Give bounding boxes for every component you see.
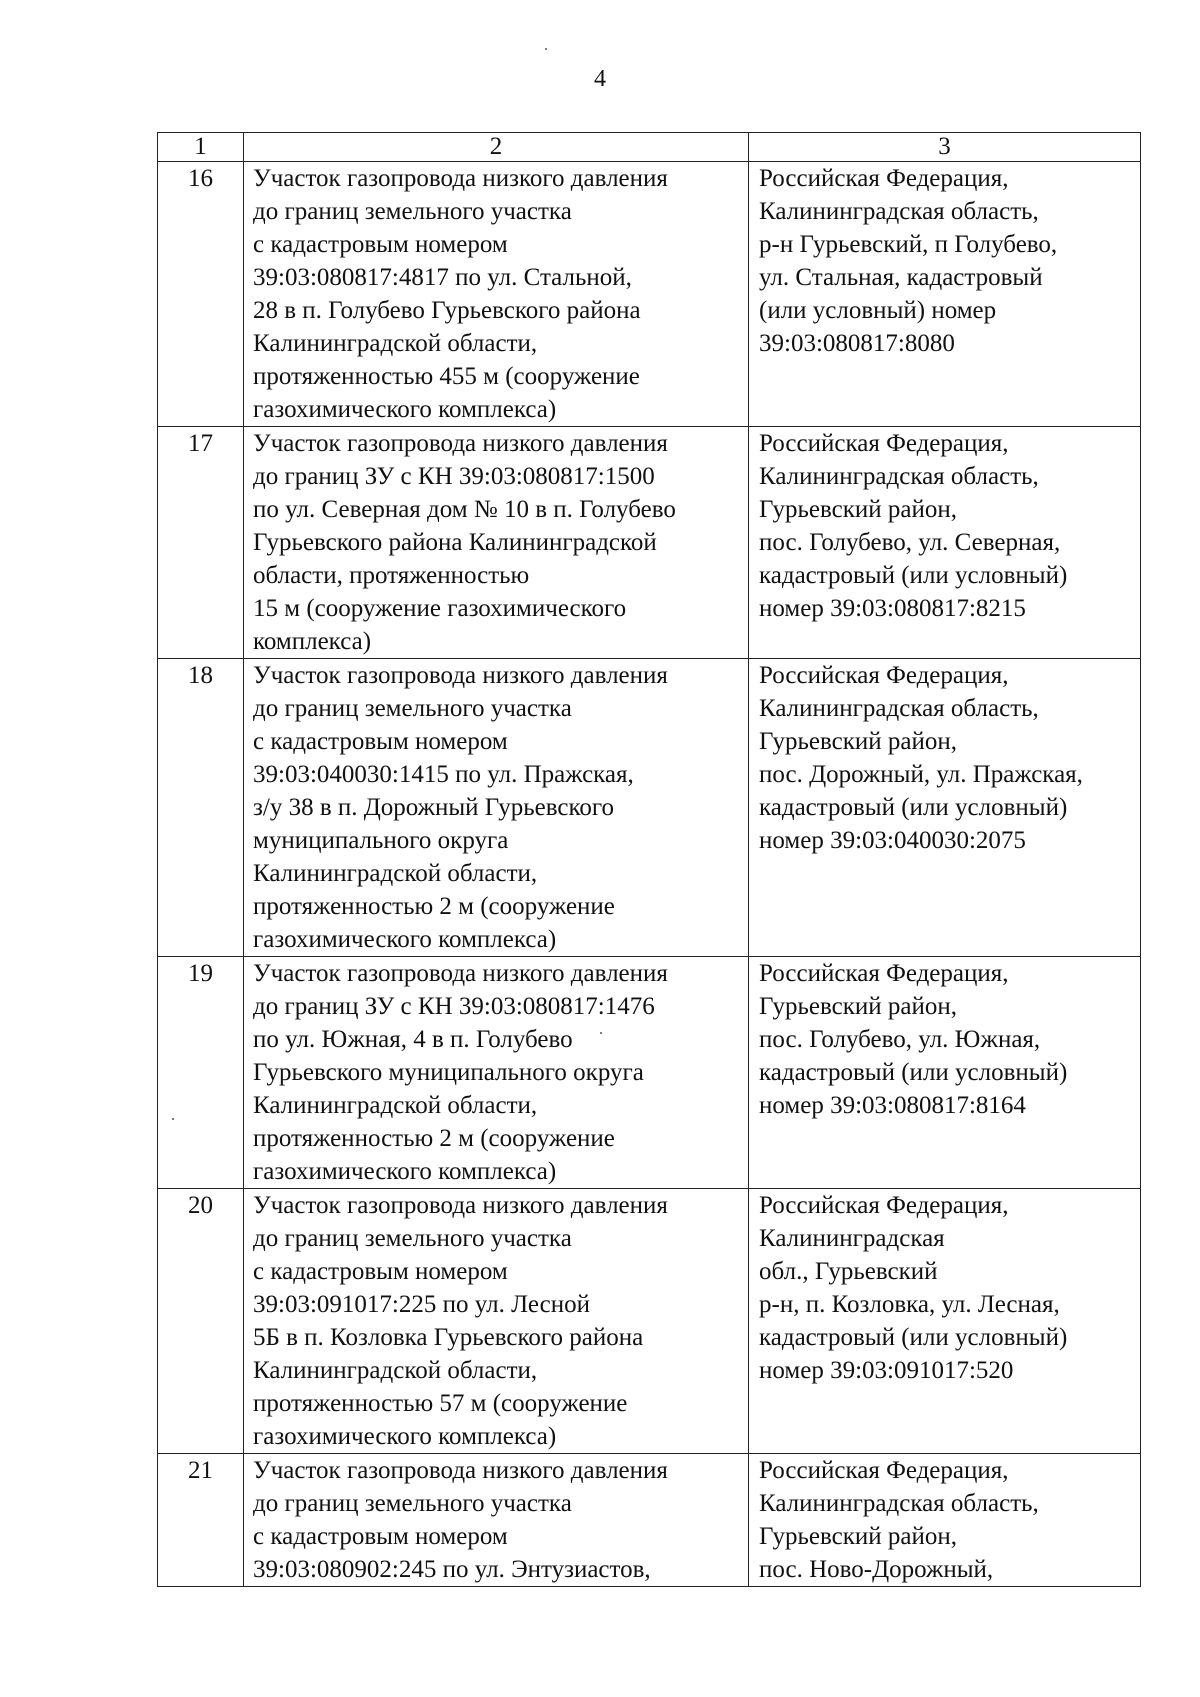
description-line: газохимического комплекса)	[253, 396, 557, 423]
registry-table	[157, 132, 1141, 1587]
table-row	[158, 957, 1141, 1189]
description-line: по ул. Южная, 4 в п. Голубево	[253, 1026, 573, 1053]
address-line: Калининградская область,	[759, 1490, 1039, 1517]
object-description-cell	[244, 1454, 749, 1587]
description-line: до границ ЗУ с КН 39:03:080817:1500	[253, 463, 655, 490]
description-line: с кадастровым номером	[253, 1258, 508, 1285]
object-description-cell	[244, 1189, 749, 1454]
object-description-cell	[244, 427, 749, 659]
description-line: до границ земельного участка	[253, 695, 572, 722]
description-line: с кадастровым номером	[253, 1523, 508, 1550]
description-line: с кадастровым номером	[253, 231, 508, 258]
description-line: газохимического комплекса)	[253, 926, 557, 953]
description-line: 15 м (сооружение газохимического	[253, 595, 627, 622]
column-header-number: 1	[158, 133, 244, 162]
address-line: номер 39:03:080817:8164	[759, 1092, 1026, 1119]
page-number: 4	[594, 66, 606, 92]
description-line: Участок газопровода низкого давления	[253, 430, 668, 457]
description-line: по ул. Северная дом № 10 в п. Голубево	[253, 496, 676, 523]
address-cell	[749, 659, 1141, 957]
address-line: Российская Федерация,	[759, 165, 1009, 192]
description-line: протяженностью 2 м (сооружение	[253, 893, 615, 920]
description-line: до границ земельного участка	[253, 1225, 572, 1252]
description-line: Участок газопровода низкого давления	[253, 662, 668, 689]
description-line: протяженностью 2 м (сооружение	[253, 1125, 615, 1152]
address-line: р-н Гурьевский, п Голубево,	[759, 231, 1058, 258]
address-line: номер 39:03:040030:2075	[759, 827, 1026, 854]
address-line: кадастровый (или условный)	[759, 1059, 1068, 1086]
description-line: газохимического комплекса)	[253, 1423, 557, 1450]
address-line: кадастровый (или условный)	[759, 794, 1068, 821]
address-line: ул. Стальная, кадастровый	[759, 264, 1043, 291]
address-line: Гурьевский район,	[759, 1523, 958, 1550]
address-line: Калининградская область,	[759, 198, 1039, 225]
description-line: газохимического комплекса)	[253, 1158, 557, 1185]
row-number: 19	[158, 957, 244, 1189]
row-number: 16	[158, 162, 244, 427]
address-line: пос. Голубево, ул. Южная,	[759, 1026, 1041, 1053]
address-line: Российская Федерация,	[759, 430, 1009, 457]
description-line: 39:03:091017:225 по ул. Лесной	[253, 1291, 590, 1318]
row-number: 17	[158, 427, 244, 659]
address-line: Российская Федерация,	[759, 1192, 1009, 1219]
scan-speck	[545, 48, 547, 50]
description-line: Участок газопровода низкого давления	[253, 165, 668, 192]
description-line: Участок газопровода низкого давления	[253, 1457, 668, 1484]
address-line: (или условный) номер	[759, 297, 997, 324]
address-cell	[749, 957, 1141, 1189]
address-line: пос. Дорожный, ул. Пражская,	[759, 761, 1083, 788]
address-line: Российская Федерация,	[759, 960, 1009, 987]
description-line: Калининградской области,	[253, 1357, 538, 1384]
table-row	[158, 1189, 1141, 1454]
description-line: Калининградской области,	[253, 330, 538, 357]
description-line: з/у 38 в п. Дорожный Гурьевского	[253, 794, 615, 821]
address-line: пос. Ново-Дорожный,	[759, 1556, 994, 1583]
column-header-address: 3	[749, 133, 1141, 162]
address-line: обл., Гурьевский	[759, 1258, 938, 1285]
address-line: р-н, п. Козловка, ул. Лесная,	[759, 1291, 1060, 1318]
description-line: протяженностью 57 м (сооружение	[253, 1390, 628, 1417]
address-line: Российская Федерация,	[759, 1457, 1009, 1484]
description-line: Участок газопровода низкого давления	[253, 960, 668, 987]
address-line: Российская Федерация,	[759, 662, 1009, 689]
address-line: номер 39:03:080817:8215	[759, 595, 1026, 622]
address-line: Гурьевский район,	[759, 993, 958, 1020]
address-cell	[749, 1189, 1141, 1454]
row-number: 20	[158, 1189, 244, 1454]
description-line: 39:03:080902:245 по ул. Энтузиастов,	[253, 1556, 651, 1583]
object-description-cell	[244, 162, 749, 427]
description-line: муниципального округа	[253, 827, 509, 854]
address-line: Калининградская	[759, 1225, 945, 1252]
object-description-cell	[244, 957, 749, 1189]
address-line: Гурьевский район,	[759, 496, 958, 523]
description-line: комплекса)	[253, 628, 372, 655]
row-number: 21	[158, 1454, 244, 1587]
row-number: 18	[158, 659, 244, 957]
description-line: 28 в п. Голубево Гурьевского района	[253, 297, 641, 324]
address-line: Калининградская область,	[759, 695, 1039, 722]
address-cell	[749, 162, 1141, 427]
description-line: 39:03:080817:4817 по ул. Стальной,	[253, 264, 632, 291]
description-line: 5Б в п. Козловка Гурьевского района	[253, 1324, 644, 1351]
table-row	[158, 659, 1141, 957]
description-line: с кадастровым номером	[253, 728, 508, 755]
description-line: протяженностью 455 м (сооружение	[253, 363, 640, 390]
table-row	[158, 1454, 1141, 1587]
description-line: области, протяженностью	[253, 562, 530, 589]
description-line: 39:03:040030:1415 по ул. Пражская,	[253, 761, 634, 788]
address-line: кадастровый (или условный)	[759, 1324, 1068, 1351]
description-line: Калининградской области,	[253, 860, 538, 887]
address-line: Калининградская область,	[759, 463, 1039, 490]
description-line: Калининградской области,	[253, 1092, 538, 1119]
address-line: кадастровый (или условный)	[759, 562, 1068, 589]
object-description-cell	[244, 659, 749, 957]
table-row	[158, 427, 1141, 659]
address-line: номер 39:03:091017:520	[759, 1357, 1014, 1384]
description-line: до границ земельного участка	[253, 198, 572, 225]
address-cell	[749, 427, 1141, 659]
address-cell	[749, 1454, 1141, 1587]
description-line: Гурьевского района Калининградской	[253, 529, 657, 556]
address-line: Гурьевский район,	[759, 728, 958, 755]
address-line: пос. Голубево, ул. Северная,	[759, 529, 1061, 556]
address-line: 39:03:080817:8080	[759, 330, 955, 357]
description-line: Гурьевского муниципального округа	[253, 1059, 644, 1086]
description-line: Участок газопровода низкого давления	[253, 1192, 668, 1219]
description-line: до границ земельного участка	[253, 1490, 572, 1517]
table-row	[158, 162, 1141, 427]
description-line: до границ ЗУ с КН 39:03:080817:1476	[253, 993, 655, 1020]
table-header-row	[158, 133, 1141, 162]
column-header-description: 2	[244, 133, 749, 162]
